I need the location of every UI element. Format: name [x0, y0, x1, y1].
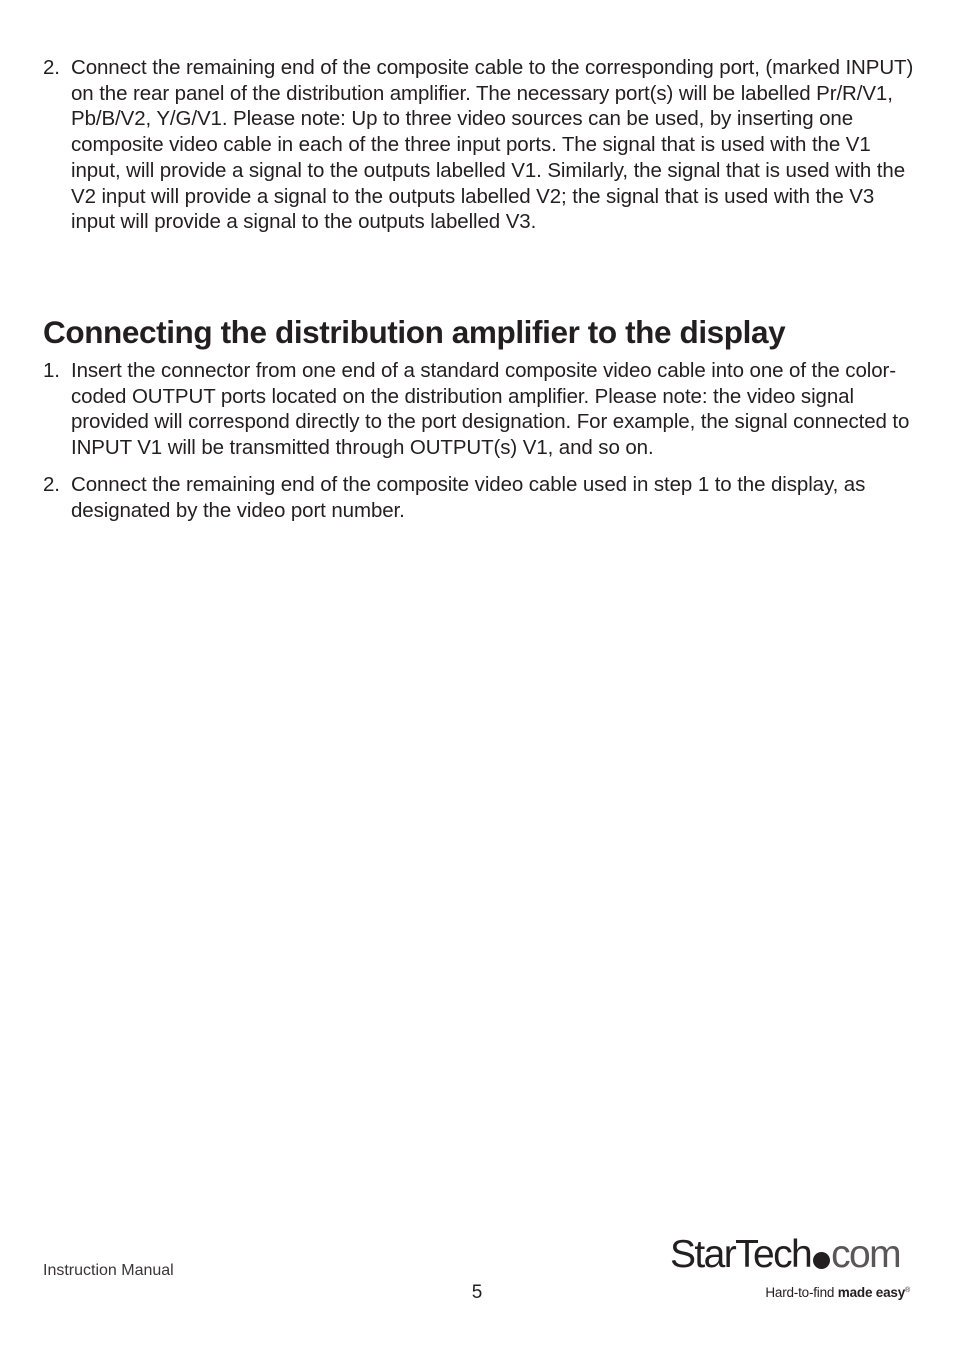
step-text: Insert the connector from one end of a standard composite video cable into one of the color-coded OUTPUT ports located on the distribution amplifier. Please note: the video signal provided will correspond directly to the port designation. For example, the signal connected to INPUT V1 will be transmitted through OUTPUT(s) V1, and so on.: [71, 359, 910, 460]
step-number: 2.: [43, 472, 60, 496]
logo-tagline: [765, 1282, 910, 1302]
section-heading: Connecting the distribution amplifier to the display: [43, 314, 786, 350]
step-text: Connect the remaining end of the composite video cable used in step 1 to the display, as designated by the video port number.: [71, 472, 866, 522]
tagline-regular: Hard-to-find: [765, 1285, 838, 1300]
registered-mark: ®: [905, 1287, 910, 1294]
page-number: 5: [471, 1282, 483, 1303]
startech-logo: [670, 1233, 910, 1305]
footer-document-title: Instruction Manual: [43, 1262, 174, 1279]
step-list-input: [43, 55, 923, 235]
step-number: 1.: [43, 359, 60, 382]
logo-name-part1: StarTech: [670, 1233, 812, 1276]
step-text: Connect the remaining end of the composite cable to the corresponding port, (marked INPUT) on the rear panel of the distribution amplifier. The necessary port(s) will be labelled Pr/R/V1, Pb/B/V2, Y/G/V1. Please note: Up to three video sources can be used, by inserting one composite video cable in each of the three input ports. The signal that is used with the V1 input, will provide a signal to the outputs labelled V1. Similarly, the signal that is used with the V2 input will provide a signal to the outputs labelled V2; the signal that is used with the V3 input will provide a signal to the outputs labelled V3.: [71, 56, 914, 234]
list-item: [43, 55, 923, 235]
tagline-bold: made easy: [837, 1285, 906, 1300]
step-list-display: [43, 358, 923, 523]
list-item: [43, 358, 923, 461]
logo-wordmark: [670, 1233, 900, 1277]
step-number: 2.: [43, 56, 60, 79]
logo-name-part2: com: [831, 1233, 900, 1276]
logo-dot-icon: [813, 1252, 830, 1269]
list-item: [43, 472, 923, 523]
